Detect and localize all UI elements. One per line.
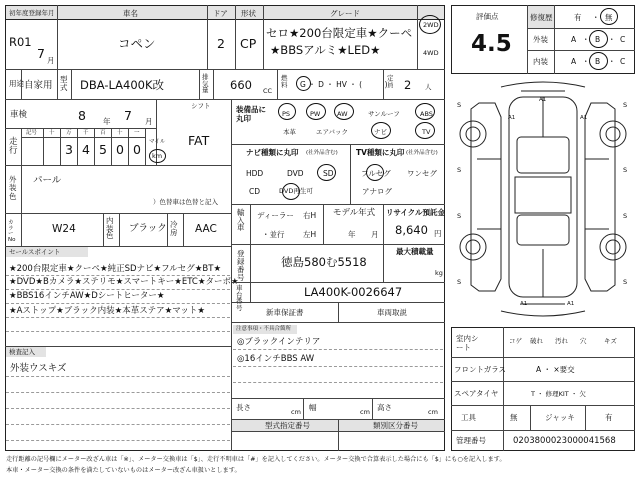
grade-line1: セロ★200台限定車★クーペ [266,26,413,40]
navi-dvd-play-circle [282,183,300,200]
shift-value: FAT [188,133,210,148]
model-label: 型式 [60,75,68,92]
ac-label: 冷房 [170,220,178,237]
spare-label: スペアタイヤ [454,389,499,398]
interior-value: ブラック [129,223,167,234]
height-label: 高さ [377,403,392,412]
mileage-unit-header: 十 [117,130,123,136]
mileage-col-line [77,128,78,165]
inspector-label: 検査記入 [9,348,35,356]
abc-b-circle [589,52,608,70]
abc-opt: C [620,57,626,66]
navi-dvd-play: DVD再生可 [279,187,313,195]
mileage-col-line [128,128,129,165]
equip-circle [415,103,435,120]
inspection-label: 車検 [10,110,28,120]
tv-full-circle [366,164,384,181]
mileage-digit: 4 [82,142,90,157]
drive-2wd-circle [419,15,441,34]
fuel-options: G ・ D ・ HV ・ ( ) [300,80,388,89]
sales-line-1: ★200台限定車★クーペ★純正SDナビ★フルセグ★BT★ [9,264,222,274]
abc-opt: ・ [608,57,616,66]
sales-points-label: セールスポイント [9,248,61,256]
drive-4wd: 4WD [423,49,439,57]
sales-line-2: ★DVD★Bカメラ★ステリモ★スマートキー★ETC★ターボ★ [9,277,239,287]
tv-analog: アナログ [362,187,392,196]
footer-line2: 本車・メーター交換の条件を満たしていないものはメーター改ざん車扱いとします。 [6,467,241,474]
mgmt-value: 0203800023000041568 [513,436,616,446]
length-unit: cm [291,408,301,416]
mileage-col-line [43,128,44,165]
car-name: コペン [118,36,156,51]
grade-score-label: 評価点 [476,12,499,21]
mileage-header-line [21,137,145,138]
mgmt-label: 管理番号 [456,436,486,445]
notes-label: 注意事項・不具合箇所 [236,326,292,332]
mileage-unit-header: 一 [134,130,140,136]
equip-opt: TV [422,128,431,136]
first-reg-month-unit: 月 [47,56,55,65]
exterior-note: ）色替車は色替と記入 [153,198,218,206]
chassis-value: LA400K-0026647 [304,285,403,299]
navi-dvd: DVD [287,169,304,178]
import-label: 輸入車 [237,208,245,232]
model-year-unit: 年 [348,230,356,239]
damage-diagram [451,79,635,322]
mileage-unit-header: 十 [49,130,55,136]
displacement-unit: CC [263,87,273,95]
equip-opt: エアバック [316,128,348,136]
grade-line2: ★BBSアルミ★LED★ [270,43,381,57]
km-circle [149,149,166,163]
first-reg-month: 7 [37,46,45,61]
inspection-month-unit: 月 [145,117,153,126]
fuel-label: 燃料 [281,74,288,89]
equip-opt: PW [310,110,321,118]
jack-value: 有 [605,413,613,422]
equip-circle [371,122,391,139]
a1-mark-1: A1 [539,97,547,103]
equip-opt: PS [282,110,291,118]
inspection-year-unit: 年 [103,117,111,126]
use-value: 自家用 [24,80,53,91]
first-reg-era: R01 [9,35,32,49]
mileage-label: 走行 [9,137,18,157]
model-month-unit: 月 [371,230,379,239]
capacity-value: 2 [404,78,412,92]
body-type: CP [240,36,257,51]
equip-opt: 本革 [283,128,296,136]
restore-yes: 有 [574,13,582,22]
tv-full: フルセグ [361,169,391,178]
height-unit: cm [428,408,438,416]
width-label: 幅 [309,403,317,412]
import-parallel: ・並行 [262,230,285,239]
plate-value: 徳島580む5518 [281,255,367,269]
km-label: km [152,152,163,160]
seat-label: 室内シート [456,334,479,352]
abc-opt: B [595,35,601,44]
mileage-digit: 5 [99,142,107,157]
int-label: 内装 [533,57,548,66]
mileage-unit-header: 百 [100,130,106,136]
tools-label: 工具 [461,413,476,422]
s-mark-2: S [623,101,628,109]
drive-2wd: 2WD [423,21,439,29]
load-unit: kg [435,269,443,277]
equip-circle [334,103,354,120]
exterior-label: 外装色 [9,175,17,201]
equip-circle [306,103,326,120]
displacement-label: 排気量 [202,73,209,94]
fuel-g-circle [296,76,311,91]
seat-opt: 汚れ [555,337,568,345]
inspection-year: 8 [78,108,86,123]
body-label: 形状 [241,9,256,18]
restore-dot: ・ [592,13,600,22]
sales-line-3: ★BBS16インチAW★Dシートヒーター★ [9,291,165,301]
color-no-label: カラーNo [8,220,16,243]
model-value: DBA-LA400K改 [80,78,165,92]
inspector-line1: 外装ウスキズ [10,363,67,374]
footer-line1: 走行距離の記号欄にメーター改ざん車は「※」、メーター交換車は「$」、走行不明車は「#」を記入してください。メーター交換で合算表示した場合にも「$」にも○を記入します。 [6,456,506,463]
manual-label: 車両取説 [377,308,407,317]
glass-opts: A ・ ×要交 [536,365,575,374]
import-rhd: 右H [303,211,317,220]
mileage-col-line [145,128,146,165]
restore-no-circle [600,8,618,25]
abc-opt: ・ [582,57,590,66]
mile-label: マイル [149,139,166,145]
recycle-unit: 円 [434,229,442,238]
abc-opt: B [595,57,601,66]
tv-label: TV種類に丸印 [356,148,405,157]
grade-score: 4.5 [471,31,512,57]
equip-opt: ナビ [374,128,387,136]
s-mark-3: S [457,166,462,174]
tools-value: 無 [510,413,518,422]
a1-mark-5: A1 [567,301,575,307]
chassis-label: 車台番号 [236,284,243,312]
grade-label: グレード [330,9,360,18]
seat-opt: 穴 [580,337,587,345]
navi-label: ナビ種類に丸印 [246,148,299,157]
navi-sd-circle [317,164,336,181]
abc-opt: ・ [608,35,616,44]
mileage-col-line [94,128,95,165]
seat-opt: 破れ [530,337,543,345]
inspection-month: 7 [124,108,132,123]
equip-opt: サンルーフ [368,110,400,118]
import-lhd: 左H [303,230,317,239]
abc-opt: A [571,35,577,44]
interior-label: 内装色 [106,216,114,240]
width-unit: cm [360,408,370,416]
glass-label: フロントガラス [454,365,507,374]
car-name-label: 車名 [123,9,138,18]
restore-no: 無 [605,13,613,22]
capacity-unit: 人 [425,83,432,91]
mileage-digit: 0 [116,142,124,157]
s-mark-7: S [457,278,462,286]
first-reg-label: 初年度登録年月 [9,9,55,17]
new-warranty-label: 新車保証書 [266,308,304,317]
recycle-value: 8,640 [395,223,428,237]
restore-label: 修復歴 [530,13,553,22]
mileage-unit-header: 千 [83,130,89,136]
doors: 2 [217,36,225,51]
abc-b-circle [589,30,608,48]
capacity-label: 定員 [387,74,394,89]
navi-hdd: HDD [246,169,264,178]
equipment-label: 装備品に丸印 [236,105,266,123]
color-no: W24 [52,223,76,235]
displacement-value: 660 [230,78,252,92]
spare-opts: T ・ 修理KIT ・ 欠 [531,390,586,398]
designation-label: 型式指定番号 [265,421,310,430]
sales-line-4: ★Aストップ★ブラック内装★本革ステア★マット★ [9,306,205,316]
record-label: 記号 [26,130,38,136]
import-dealer: ディーラー [257,211,294,220]
abc-opt: A [571,57,577,66]
mileage-unit-header: 万 [66,130,72,136]
ext-label: 外装 [533,35,548,44]
notes-line1: ◎ブラックインテリア [237,337,321,347]
jack-label: ジャッキ [545,413,575,422]
s-mark-6: S [623,212,628,220]
recycle-label: リサイクル預託金 [386,208,445,217]
equip-opt: AW [337,110,348,118]
abc-opt: ・ [582,35,590,44]
tv-sub: (社外品含む) [406,150,438,156]
s-mark-1: S [457,101,462,109]
car-outline-svg [451,79,635,322]
mileage-col-line [111,128,112,165]
a1-mark-4: A1 [520,301,528,307]
notes-line2: ◎16インチBBS AW [237,354,315,364]
navi-sd: SD [323,169,334,178]
equip-circle [415,122,435,139]
equip-circle [278,103,296,120]
s-mark-4: S [623,166,628,174]
abc-opt: C [620,35,626,44]
equip-opt: ABS [420,110,433,118]
shift-label: シフト [191,102,211,110]
s-mark-5: S [457,212,462,220]
exterior-value: パール [33,175,62,186]
a1-mark-2: A1 [508,115,516,121]
s-mark-8: S [623,278,628,286]
load-label: 最大積載量 [396,247,434,256]
mileage-col-line [60,128,61,165]
seat-opt: キズ [604,337,617,345]
mileage-digit: 0 [133,142,141,157]
use-label: 用途 [9,79,24,88]
class-label: 類別区分番号 [373,421,418,430]
navi-sub: (社外品含む) [306,150,338,156]
seat-opt: コゲ [509,337,522,345]
length-label: 長さ [236,403,251,412]
model-year-label: モデル年式 [333,208,376,218]
mileage-digit: 3 [65,142,73,157]
a1-mark-3: A1 [580,115,588,121]
navi-cd: CD [249,187,261,196]
tv-one: ワンセグ [407,169,437,178]
doors-label: ドア [213,9,228,18]
plate-label: 登録番号 [237,249,245,282]
ac-value: AAC [195,223,217,235]
